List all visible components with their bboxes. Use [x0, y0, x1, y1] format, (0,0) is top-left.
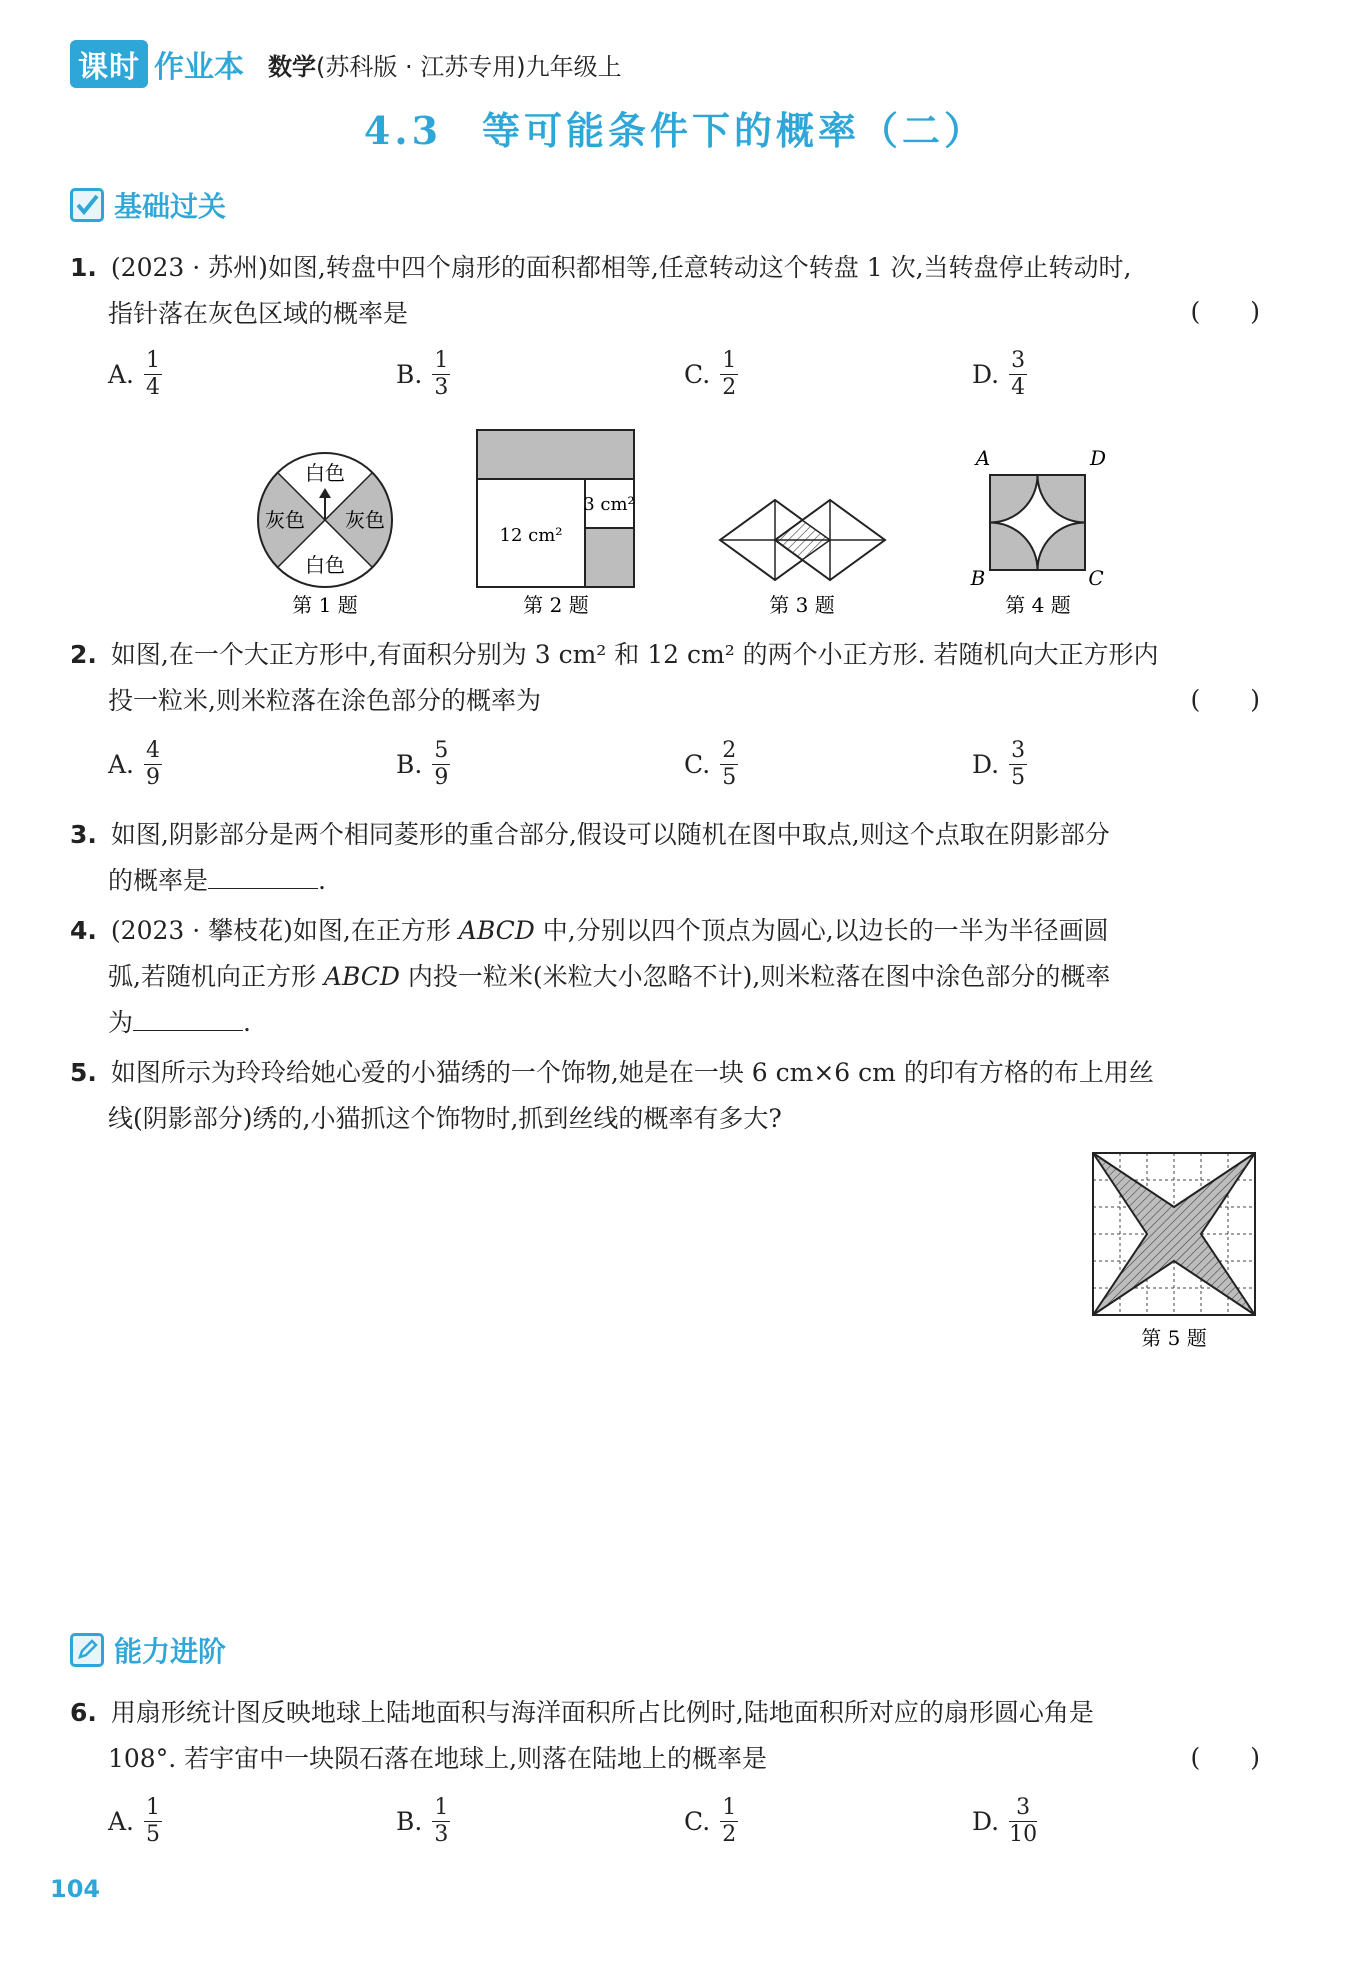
q5-line2: 线(阴影部分)绣的,小猫抓这个饰物时,抓到丝线的概率有多大?	[108, 1104, 782, 1133]
q6-options	[108, 1795, 1260, 1848]
q2-line2: 投一粒米,则米粒落在涂色部分的概率为	[108, 686, 541, 715]
question-2	[70, 632, 1270, 724]
fig2-caption: 第 2 题	[523, 593, 589, 617]
question-5	[70, 1050, 1270, 1142]
q6-number: 6.	[70, 1698, 97, 1727]
page-number: 104	[50, 1875, 101, 1903]
q1-number: 1.	[70, 253, 97, 282]
q2-number: 2.	[70, 640, 97, 669]
edit-icon	[70, 1633, 104, 1667]
q6-option-b: B. $\frac{1}{3}$	[396, 1795, 449, 1847]
q2-option-b: B. $\frac{5}{9}$	[396, 738, 449, 790]
q3-line1: 如图,阴影部分是两个相同菱形的重合部分,假设可以随机在图中取点,则这个点取在阴影部分	[110, 820, 1110, 849]
q1-options	[108, 348, 1260, 401]
q2-option-a: A. $\frac{4}{9}$	[108, 738, 161, 790]
q1-answer-paren: ( )	[1190, 297, 1260, 326]
q4-answer-blank	[133, 1006, 243, 1031]
title-number: 4.3	[363, 108, 443, 153]
fig3-caption: 第 3 题	[769, 593, 835, 617]
section-advanced-label: 能力进阶	[114, 1635, 227, 1668]
q6-answer-paren: ( )	[1190, 1743, 1260, 1772]
fig2-large-label: 12 cm²	[499, 525, 563, 546]
section-basic-label: 基础过关	[114, 190, 227, 223]
q2-option-d: D. $\frac{3}{5}$	[972, 738, 1026, 790]
arc-square-figure	[970, 446, 1106, 617]
section-basic	[70, 185, 226, 225]
section-advanced	[70, 1630, 226, 1670]
figures-row	[0, 420, 1350, 630]
fig1-gray-left: 灰色	[265, 508, 305, 532]
fig4-label-a: A	[975, 446, 991, 470]
logo-box: 课时	[70, 40, 148, 88]
q1-option-b: B. $\frac{1}{3}$	[396, 348, 449, 400]
fig4-caption: 第 4 题	[1005, 593, 1071, 617]
q3-line2: 的概率是	[108, 866, 209, 895]
checkbox-icon	[70, 188, 104, 222]
q1-option-a: A. $\frac{1}{4}$	[108, 348, 161, 400]
q6-option-d: D. $\frac{3}{10}$	[972, 1795, 1038, 1847]
q4-number: 4.	[70, 916, 97, 945]
fig4-label-b: B	[970, 566, 986, 590]
fig2-small-label: 3 cm²	[583, 494, 635, 515]
q2-option-c: C. $\frac{2}{5}$	[684, 738, 737, 790]
q5-line1: 如图所示为玲玲给她心爱的小猫绣的一个饰物,她是在一块 6 cm×6 cm 的印有方格的布上用丝	[110, 1058, 1154, 1087]
header-brand	[70, 40, 622, 88]
q1-line1: (2023 · 苏州)如图,转盘中四个扇形的面积都相等,任意转动这个转盘 1 次,当转盘停止转动时,	[110, 253, 1132, 282]
subject-rest: (苏科版 · 江苏专用)九年级上	[316, 52, 622, 81]
q6-line2: 108°. 若宇宙中一块陨石落在地球上,则落在陆地上的概率是	[108, 1744, 768, 1773]
question-3: 3. 如图,阴影部分是两个相同菱形的重合部分,假设可以随机在图中取点,则这个点取在阴影部分 的概率是 .	[70, 820, 1110, 895]
fig4-label-c: C	[1088, 566, 1104, 590]
question-6	[70, 1690, 1270, 1782]
fig1-caption: 第 1 题	[292, 593, 358, 617]
page-title	[0, 100, 1350, 155]
q1-line2: 指针落在灰色区域的概率是	[108, 299, 409, 328]
q6-line1: 用扇形统计图反映地球上陆地面积与海洋面积所占比例时,陆地面积所对应的扇形圆心角是	[110, 1698, 1094, 1727]
fig1-white-top: 白色	[305, 461, 345, 485]
subject-line	[268, 47, 622, 82]
subject-bold: 数学	[268, 52, 316, 81]
star-grid-figure	[1080, 1145, 1265, 1360]
fig1-gray-right: 灰色	[345, 508, 385, 532]
logo-text: 作业本	[154, 50, 244, 85]
fig4-label-d: D	[1089, 446, 1107, 470]
q2-answer-paren: ( )	[1190, 685, 1260, 714]
q2-line1: 如图,在一个大正方形中,有面积分别为 3 cm² 和 12 cm² 的两个小正方形. 若随机向大正方形内	[110, 640, 1159, 669]
q6-option-c: C. $\frac{1}{2}$	[684, 1795, 737, 1847]
fig1-white-bottom: 白色	[305, 553, 345, 577]
q1-option-c: C. $\frac{1}{2}$	[684, 348, 737, 400]
spinner-figure	[258, 453, 392, 617]
title-text: 等可能条件下的概率（二）	[482, 108, 987, 153]
q5-number: 5.	[70, 1058, 97, 1087]
fig5-caption: 第 5 题	[1141, 1326, 1207, 1350]
q3-answer-blank	[208, 864, 318, 889]
squares-figure	[477, 430, 635, 617]
q2-options	[108, 738, 1260, 791]
q6-option-a: A. $\frac{1}{5}$	[108, 1795, 161, 1847]
q3-number: 3.	[70, 820, 97, 849]
q1-option-d: D. $\frac{3}{4}$	[972, 348, 1026, 400]
question-1	[70, 245, 1270, 337]
rhombus-figure	[720, 500, 885, 617]
question-4: 4. (2023 · 攀枝花)如图,在正方形 ABCD 中,分别以四个顶点为圆心,以边长的一半为半径画圆 弧,若随机向正方形 ABCD 内投一粒米(米粒大小忽略不计),则米粒落在图中涂色部分的概率 为 .	[70, 916, 1111, 1037]
